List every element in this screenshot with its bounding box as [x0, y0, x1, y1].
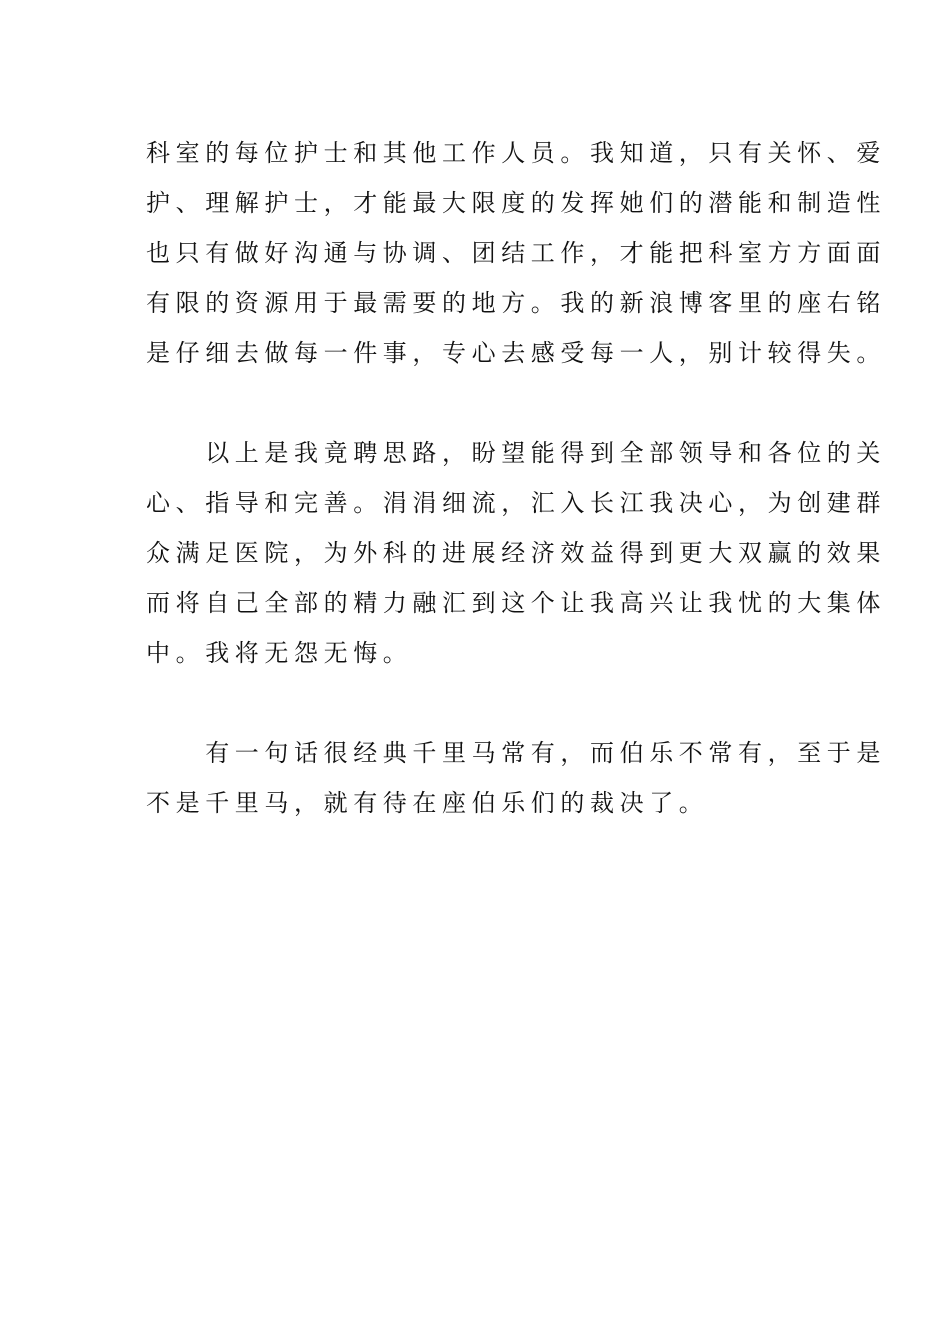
- text-line: 众满足医院，为外科的进展经济效益得到更大双赢的效果: [146, 539, 886, 567]
- paragraph: [146, 728, 886, 828]
- paragraph-spacer: [146, 378, 806, 428]
- text-line: 心、指导和完善。涓涓细流，汇入长江我决心，为创建群: [146, 489, 886, 517]
- text-line: 有一句话很经典千里马常有，而伯乐不常有，至于是: [146, 739, 886, 767]
- text-line: 中。我将无怨无悔。: [146, 639, 413, 667]
- text-line: 护、理解护士，才能最大限度的发挥她们的潜能和制造性: [146, 189, 886, 217]
- text-line: 也只有做好沟通与协调、团结工作，才能把科室方方面面: [146, 239, 886, 267]
- text-line: 科室的每位护士和其他工作人员。我知道，只有关怀、爱: [146, 139, 886, 167]
- text-line: 以上是我竟聘思路，盼望能得到全部领导和各位的关: [146, 439, 886, 467]
- paragraph-spacer: [146, 678, 806, 728]
- document-body: [146, 128, 886, 828]
- text-line: 是仔细去做每一件事，专心去感受每一人，别计较得失。: [146, 339, 886, 367]
- text-line: 有限的资源用于最需要的地方。我的新浪博客里的座右铭: [146, 289, 886, 317]
- text-line: 不是千里马，就有待在座伯乐们的裁决了。: [146, 789, 709, 817]
- text-line: 而将自己全部的精力融汇到这个让我高兴让我忧的大集体: [146, 589, 886, 617]
- paragraph: [146, 128, 886, 378]
- paragraph: [146, 428, 886, 678]
